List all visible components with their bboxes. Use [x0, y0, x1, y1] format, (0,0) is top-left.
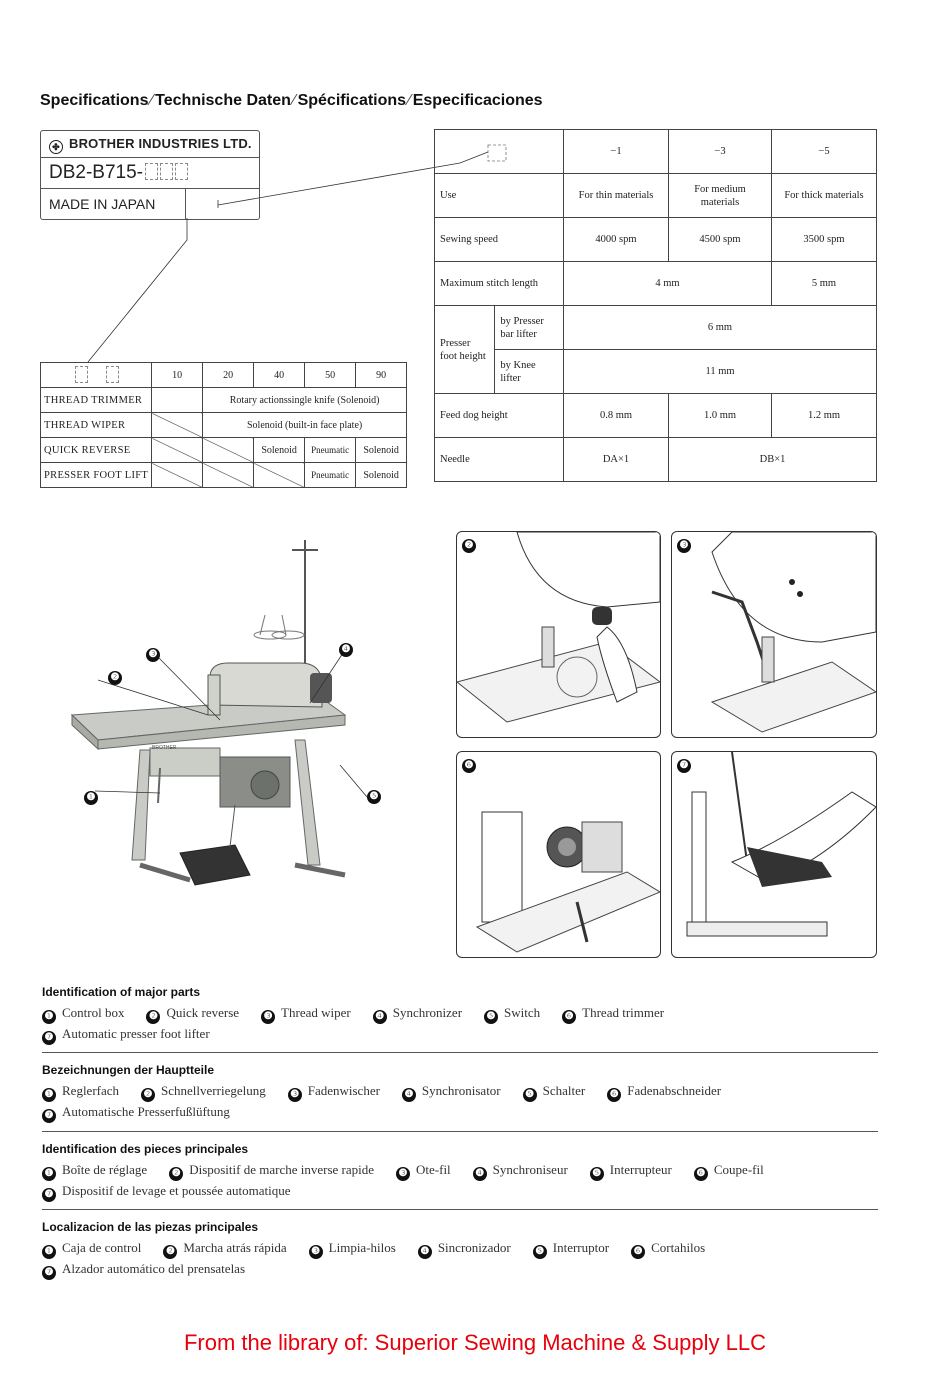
- maker-name: BROTHER INDUSTRIES LTD.: [69, 136, 252, 151]
- detail-label: ❻: [462, 759, 476, 773]
- na-cell: [152, 413, 203, 438]
- detail-label: ❸: [677, 539, 691, 553]
- row-label: THREAD WIPER: [41, 413, 152, 438]
- machine-illustration: [60, 535, 420, 895]
- table-brand-label: BROTHER: [152, 745, 177, 751]
- callout-thread-wiper: ❸: [146, 648, 160, 662]
- legend-heading: Localizacion de las piezas principales: [42, 1220, 259, 1234]
- col-header: 10: [152, 363, 203, 388]
- legend-spanish: Localizacion de las piezas principales ❶ Caja de control ❷ Marcha atrás rápida ❸ Limpia-hilos ❹ Sincronizador ❺ Interruptor ❻ Cortahilos ❼ Alzador automático del prensatelas: [42, 1220, 878, 1280]
- cell: 0.8 mm: [564, 394, 669, 438]
- col-header: −1: [564, 130, 669, 174]
- divider: [42, 1209, 878, 1210]
- model-number: DB2-B715-: [49, 162, 143, 183]
- cell: For thick materials: [772, 174, 877, 218]
- callout-switch: ❺: [367, 790, 381, 804]
- row-label: Needle: [435, 438, 564, 482]
- cell: Solenoid: [356, 463, 407, 488]
- legend-heading: Identification of major parts: [42, 985, 201, 999]
- origin-label: MADE IN JAPAN: [41, 189, 186, 219]
- cell: Solenoid (built-in face plate): [203, 413, 407, 438]
- cell: 4 mm: [564, 262, 772, 306]
- row-label: Sewing speed: [435, 218, 564, 262]
- na-cell: [152, 463, 203, 488]
- col-header: 90: [356, 363, 407, 388]
- callout-synchronizer: ❹: [339, 643, 353, 657]
- legend-english: Identification of major parts ❶ Control box ❷ Quick reverse ❸ Thread wiper ❹ Synchronizer ❺ Switch ❻ Thread trimmer ❼ Automatic presser foot lifter: [42, 985, 878, 1045]
- sub-row-label: by Knee lifter: [495, 350, 564, 394]
- page-title: Specifications ⁄ Technische Daten ⁄ Spécifications ⁄ Especificaciones: [40, 92, 543, 109]
- cell: Pneumatic: [305, 463, 356, 488]
- divider: [42, 1052, 878, 1053]
- col-header: −5: [772, 130, 877, 174]
- cell: 11 mm: [564, 350, 877, 394]
- detail-thread-trimmer: [456, 751, 661, 958]
- cell: 1.0 mm: [669, 394, 772, 438]
- na-cell: [203, 463, 254, 488]
- col-header: 40: [254, 363, 305, 388]
- cell: 6 mm: [564, 306, 877, 350]
- detail-quick-reverse: [456, 531, 661, 738]
- cell: For medium materials: [669, 174, 772, 218]
- cell: 3500 spm: [772, 218, 877, 262]
- detail-label: ❼: [677, 759, 691, 773]
- legend-heading: Bezeichnungen der Hauptteile: [42, 1063, 215, 1077]
- cell: DB×1: [669, 438, 877, 482]
- option-table: [40, 362, 407, 488]
- legend-heading: Identification des pieces principales: [42, 1142, 249, 1156]
- na-cell: [152, 438, 203, 463]
- detail-thread-wiper: [671, 531, 877, 738]
- divider: [42, 1131, 878, 1132]
- col-header: −3: [669, 130, 772, 174]
- code-placeholder: [41, 363, 152, 388]
- spec-table: [434, 129, 877, 482]
- col-header: 20: [203, 363, 254, 388]
- row-label: QUICK REVERSE: [41, 438, 152, 463]
- cell: Solenoid: [356, 438, 407, 463]
- library-footer: From the library of: Superior Sewing Machine & Supply LLC: [183, 1330, 767, 1355]
- col-header: 50: [305, 363, 356, 388]
- cell: 4500 spm: [669, 218, 772, 262]
- row-label: Use: [435, 174, 564, 218]
- row-label: Maximum stitch length: [435, 262, 564, 306]
- cell: Solenoid: [254, 438, 305, 463]
- detail-label: ❷: [462, 539, 476, 553]
- row-label: Presser foot height: [435, 306, 495, 394]
- cell: Pneumatic: [305, 438, 356, 463]
- callout-quick-reverse: ❷: [108, 671, 122, 685]
- cell: DA×1: [564, 438, 669, 482]
- legend-german: Bezeichnungen der Hauptteile ❶ Reglerfach ❷ Schnellverriegelung ❸ Fadenwischer ❹ Synchronisator ❺ Schalter ❻ Fadenabschneider ❼ Automatische Presserfußlüftung: [42, 1063, 878, 1123]
- brother-logo-icon: ✤: [49, 140, 63, 154]
- cell: 1.2 mm: [772, 394, 877, 438]
- detail-automatic-presser-foot-lifter: [671, 751, 877, 958]
- cell: 5 mm: [772, 262, 877, 306]
- na-cell: [254, 463, 305, 488]
- na-cell: [203, 438, 254, 463]
- cell: For thin materials: [564, 174, 669, 218]
- row-label: PRESSER FOOT LIFT: [41, 463, 152, 488]
- sub-row-label: by Presser bar lifter: [495, 306, 564, 350]
- legend-french: Identification des pieces principales ❶ Boîte de réglage ❷ Dispositif de marche inverse rapide ❸ Ote-fil ❹ Synchroniseur ❺ Interrupteur ❻ Coupe-fil ❼ Dispositif de levage et poussée automatique: [42, 1142, 878, 1202]
- callout-control-box: ❶: [84, 791, 98, 805]
- cell: 4000 spm: [564, 218, 669, 262]
- row-label: THREAD TRIMMER: [41, 388, 152, 413]
- cell: Rotary actionssingle knife (Solenoid): [203, 388, 407, 413]
- row-label: Feed dog height: [435, 394, 564, 438]
